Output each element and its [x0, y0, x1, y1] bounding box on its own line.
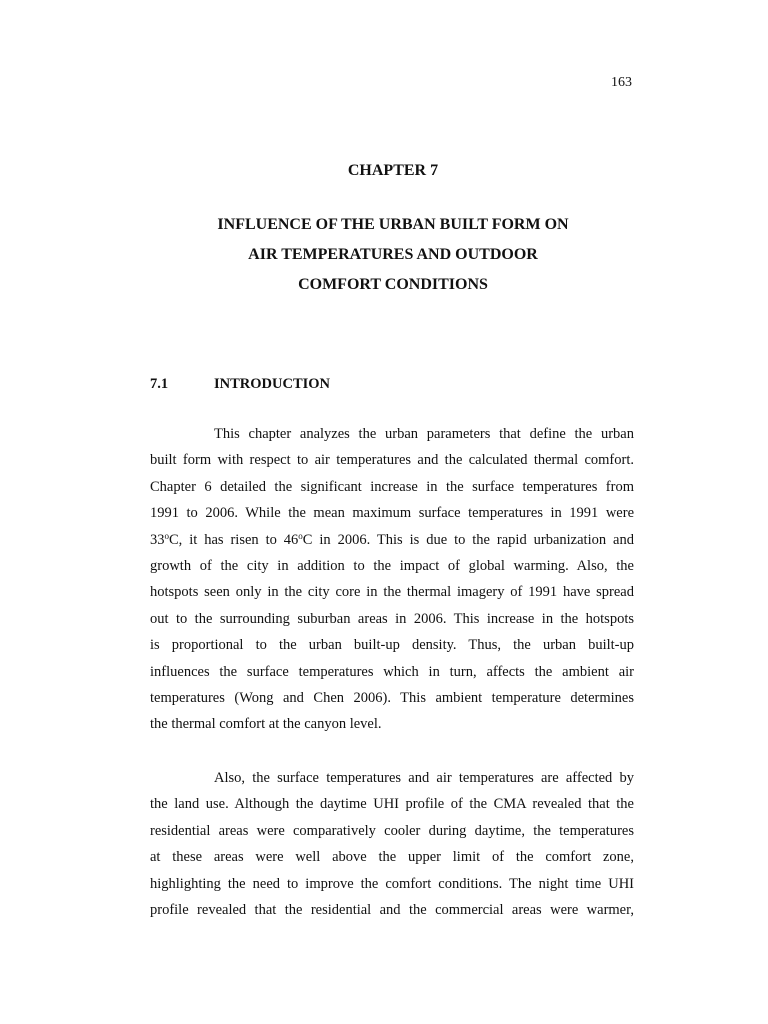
paragraph-line: This chapter analyzes the urban parameters that define the urban — [214, 426, 634, 442]
section-number: 7.1 — [150, 376, 169, 392]
text-fragment: 33 — [150, 531, 165, 548]
paragraph-line: at these areas were well above the upper limit of the comfort zone, — [150, 849, 634, 866]
text-fragment: C in 2006. This is due to the rapid urbanization and — [302, 531, 634, 548]
paragraph-line: is proportional to the urban built-up density. Thus, the urban built-up — [150, 637, 634, 654]
paragraph-line: 1991 to 2006. While the mean maximum surface temperatures in 1991 were — [150, 505, 634, 522]
paragraph-line: out to the surrounding suburban areas in 2006. This increase in the hotspots — [150, 610, 634, 627]
chapter-title — [0, 210, 768, 300]
section-title: INTRODUCTION — [214, 376, 331, 392]
chapter-label: CHAPTER 7 — [347, 162, 439, 179]
paragraph-line: hotspots seen only in the city core in the thermal imagery of 1991 have spread — [150, 584, 634, 601]
paragraph-line-temperatures — [150, 527, 634, 553]
paragraph-line: growth of the city in addition to the impact of global warming. Also, the — [150, 557, 634, 574]
paragraph-line: the thermal comfort at the canyon level. — [150, 716, 382, 733]
paragraph-line: the land use. Although the daytime UHI profile of the CMA revealed that the — [150, 796, 634, 813]
paragraph-line: residential areas were comparatively cooler during daytime, the temperatures — [150, 822, 634, 839]
text-fragment: C, it has risen to 46 — [169, 531, 299, 548]
chapter-title-line: INFLUENCE OF THE URBAN BUILT FORM ON — [217, 216, 569, 233]
page-number: 163 — [611, 75, 632, 90]
chapter-title-line: COMFORT CONDITIONS — [298, 276, 488, 293]
paragraph-land-use — [150, 765, 634, 923]
paragraph-line: temperatures (Wong and Chen 2006). This ambient temperature determines — [150, 689, 634, 706]
chapter-title-line: AIR TEMPERATURES AND OUTDOOR — [248, 246, 538, 263]
paragraph-line: influences the surface temperatures which in turn, affects the ambient air — [150, 663, 634, 680]
paragraph-line: profile revealed that the residential and the commercial areas were warmer, — [150, 901, 634, 918]
paragraph-intro — [150, 421, 634, 738]
paragraph-line: Chapter 6 detailed the significant increase in the surface temperatures from — [150, 478, 634, 495]
degree-superscript: o — [298, 530, 303, 541]
paragraph-line: Also, the surface temperatures and air temperatures are affected by — [214, 770, 634, 786]
section-heading — [150, 376, 330, 393]
degree-superscript: o — [164, 530, 169, 541]
paragraph-line: highlighting the need to improve the comfort conditions. The night time UHI — [150, 875, 634, 892]
paragraph-line: built form with respect to air temperatures and the calculated thermal comfort. — [150, 452, 634, 469]
